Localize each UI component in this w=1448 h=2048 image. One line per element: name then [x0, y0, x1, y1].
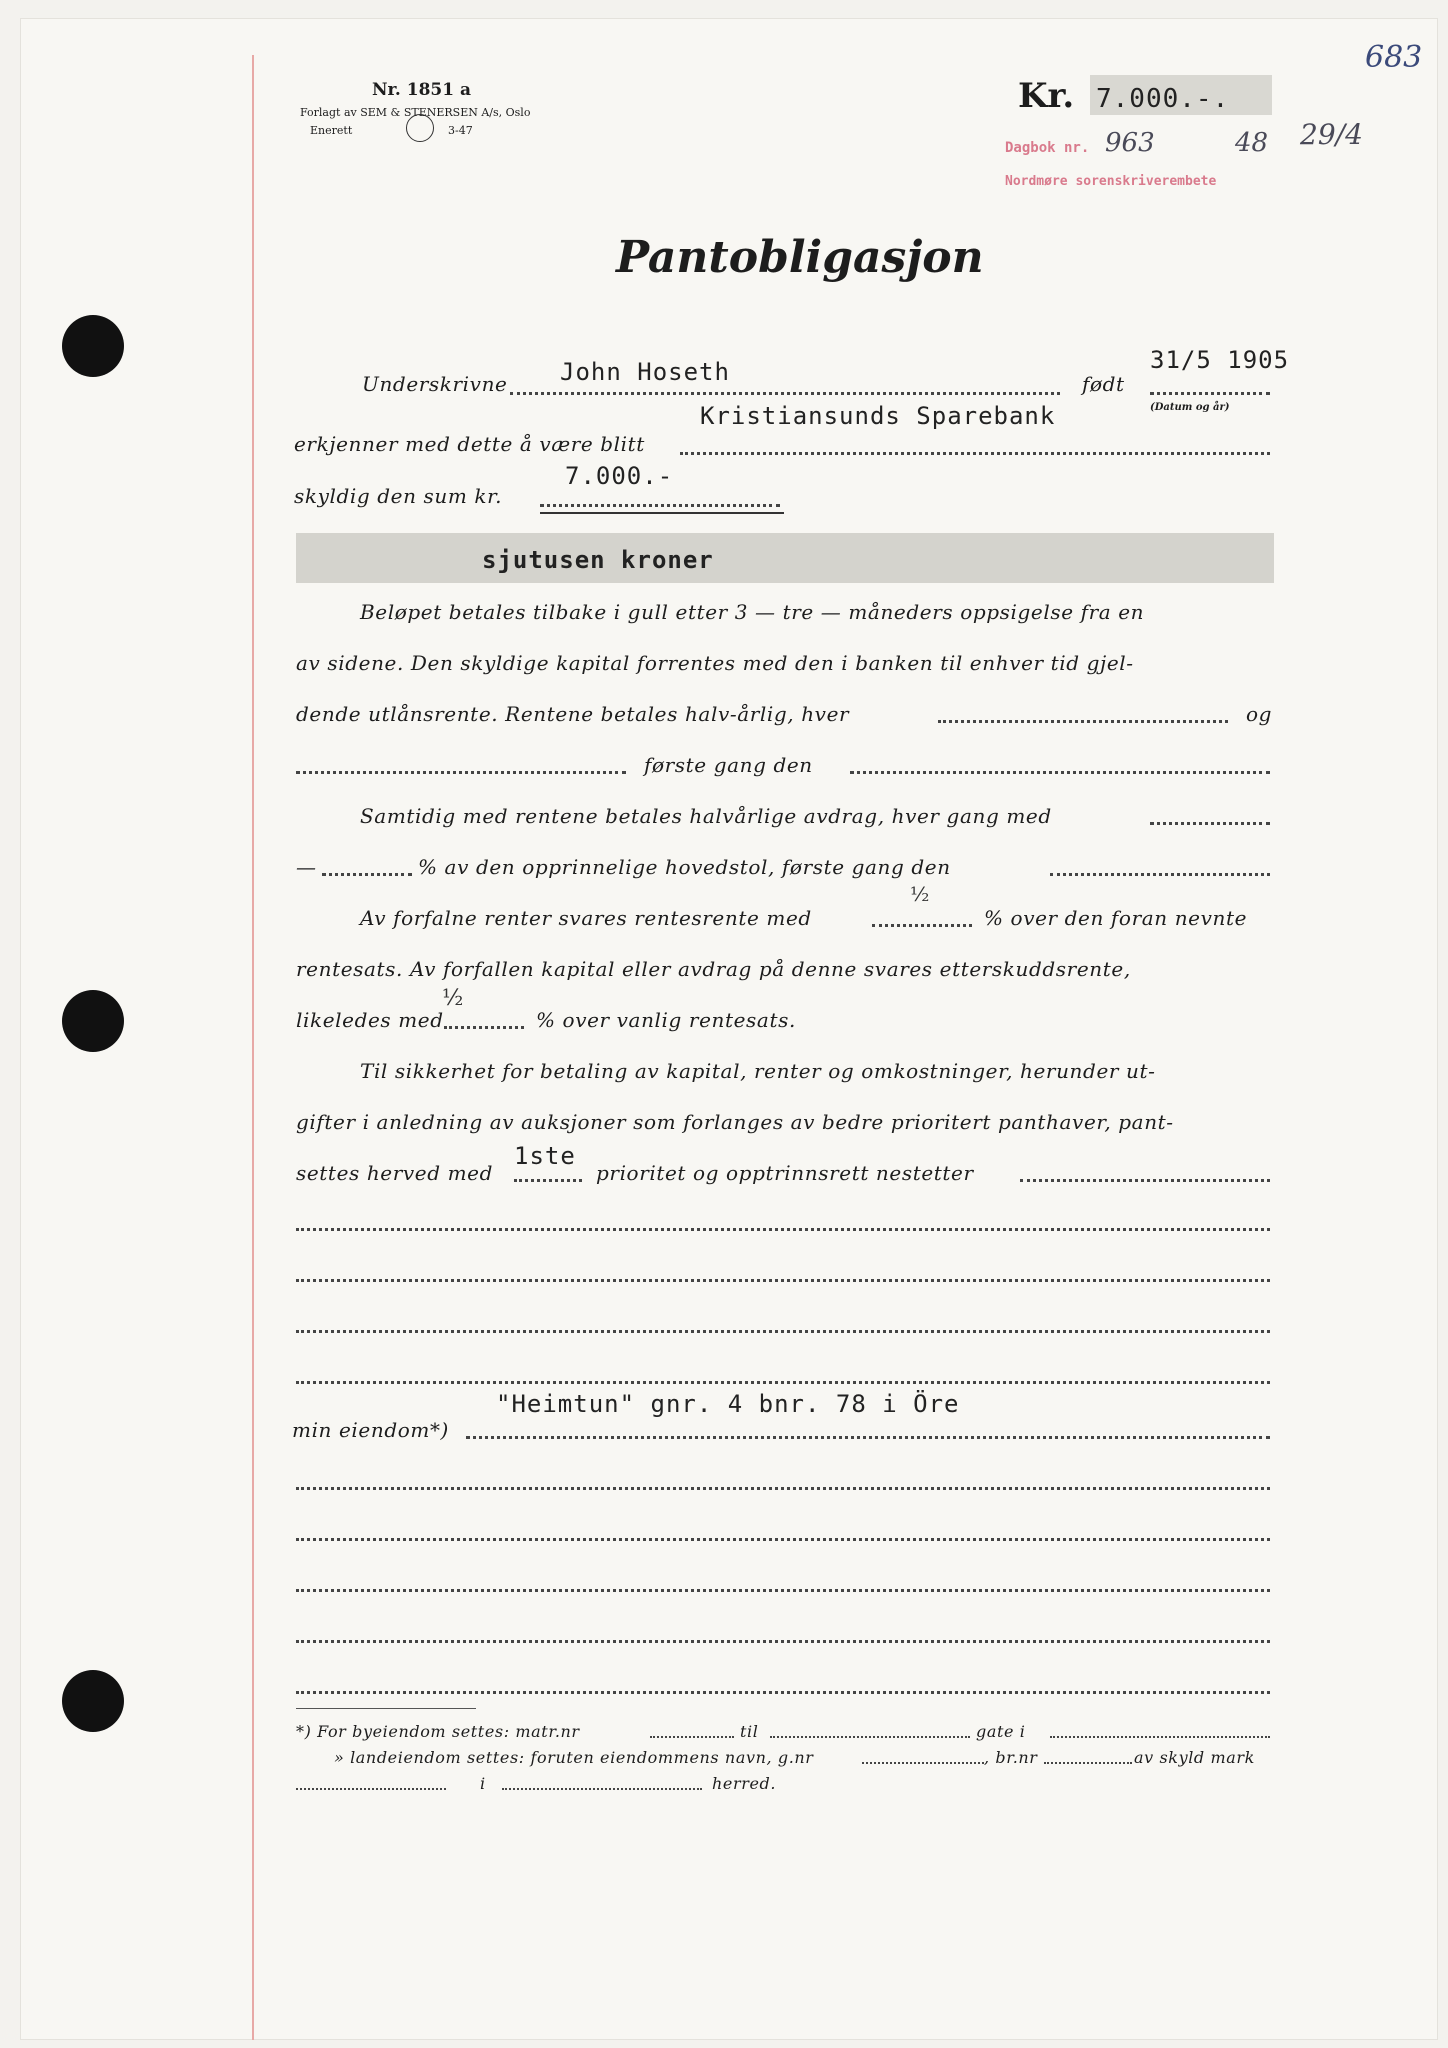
form-edition: Enerett	[310, 124, 353, 137]
form-edition-date: 3-47	[448, 124, 473, 137]
footnote-line-2c: av skyld mark	[1134, 1748, 1255, 1767]
priority-value: 1ste	[514, 1142, 576, 1170]
born-line	[1150, 392, 1270, 395]
amount-underline	[540, 512, 784, 514]
compound-rate-line	[872, 924, 972, 927]
prior-rights-line	[1020, 1179, 1270, 1182]
blank-line-8	[296, 1640, 1270, 1643]
blank-line-4	[296, 1381, 1270, 1384]
undersigned-line	[510, 392, 1060, 395]
body-line-12b: prioritet og opptrinnsrett nestetter	[596, 1161, 974, 1185]
footnote-line-2b: , br.nr	[984, 1748, 1038, 1767]
footnote-herred-line	[502, 1788, 702, 1790]
journal-date: 29/4	[1300, 118, 1363, 151]
blank-line-9	[296, 1691, 1270, 1694]
body-line-8: rentesats. Av forfallen kapital eller avdrag på denne svares etterskuddsrente,	[296, 957, 1131, 981]
interest-interval-line	[938, 720, 1228, 723]
installment-line	[1150, 822, 1270, 825]
punch-hole-top	[62, 315, 124, 377]
late-rate-value: ½	[442, 986, 464, 1011]
installment-percent-line	[322, 873, 412, 876]
journal-number: 963	[1105, 128, 1155, 158]
body-line-10: Til sikkerhet for betaling av kapital, renter og omkostninger, herunder ut-	[360, 1059, 1156, 1083]
priority-line	[514, 1179, 582, 1182]
body-line-3b: og	[1246, 702, 1273, 726]
first-interest-date-line	[850, 771, 1270, 774]
creditor-value: Kristiansunds Sparebank	[700, 402, 1056, 430]
amount-words: sjutusen kroner	[482, 546, 714, 574]
footnote-line-1a: *) For byeiendom settes: matr.nr	[296, 1722, 580, 1741]
late-rate-line	[444, 1026, 524, 1029]
property-line	[466, 1436, 1270, 1439]
document-title: Pantobligasjon	[616, 232, 984, 283]
body-line-9b: % over vanlig rentesats.	[536, 1008, 796, 1032]
form-publisher: Forlagt av SEM & STENERSEN A/s, Oslo	[300, 106, 531, 119]
amount-label: skyldig den sum kr.	[294, 484, 503, 508]
body-line-11: gifter i anledning av auksjoner som forlanges av bedre prioritert panthaver, pant-	[296, 1110, 1174, 1134]
creditor-line	[680, 452, 1270, 455]
kr-label: Kr.	[1018, 76, 1075, 116]
born-hint: (Datum og år)	[1150, 402, 1230, 413]
footnote-line-1c: gate i	[976, 1722, 1026, 1741]
punch-hole-bottom	[62, 1670, 124, 1732]
footnote-gnr-line	[862, 1762, 984, 1764]
footnote-line-1b: til	[740, 1722, 759, 1741]
blank-line-5	[296, 1487, 1270, 1490]
amount-value: 7.000.-	[565, 462, 674, 490]
footnote-mark-line	[296, 1788, 446, 1790]
journal-stamp-label: Dagbok nr.	[1005, 140, 1090, 156]
interest-interval-line-2	[296, 771, 626, 774]
amount-line	[540, 504, 780, 507]
property-value: "Heimtun" gnr. 4 bnr. 78 i Öre	[496, 1390, 960, 1418]
body-line-9a: likeledes med	[296, 1008, 444, 1032]
footnote-line-2a: » landeiendom settes: foruten eiendommens navn, g.nr	[334, 1748, 814, 1767]
undersigned-value: John Hoseth	[560, 358, 730, 386]
journal-year: 48	[1235, 128, 1269, 158]
form-number: Nr. 1851 a	[372, 80, 472, 100]
amount-words-band	[296, 533, 1274, 583]
footnote-til-line	[770, 1736, 970, 1738]
blank-line-7	[296, 1589, 1270, 1592]
born-label: født	[1082, 372, 1125, 396]
blank-line-3	[296, 1330, 1270, 1333]
property-label: min eiendom*)	[292, 1418, 449, 1442]
footnote-line-3a: i	[480, 1774, 486, 1793]
footnote-gate-line	[1050, 1736, 1270, 1738]
court-stamp: Nordmøre sorenskriverembete	[1005, 174, 1217, 189]
body-line-6b: % av den opprinnelige hovedstol, første gang den	[418, 855, 951, 879]
body-line-5: Samtidig med rentene betales halvårlige avdrag, hver gang med	[360, 804, 1052, 828]
footnote-line-3b: herred.	[712, 1774, 777, 1793]
body-line-12a: settes herved med	[296, 1161, 494, 1185]
body-line-4: første gang den	[644, 753, 813, 777]
born-value: 31/5 1905	[1150, 346, 1290, 374]
body-line-7b: % over den foran nevnte	[984, 906, 1248, 930]
body-line-6a: —	[296, 855, 317, 879]
first-installment-date-line	[1050, 873, 1270, 876]
publisher-logo	[406, 114, 434, 142]
margin-rule	[252, 55, 254, 2040]
blank-line-6	[296, 1538, 1270, 1541]
body-line-7a: Av forfalne renter svares rentesrente med	[360, 906, 812, 930]
blank-line-1	[296, 1228, 1270, 1231]
creditor-label: erkjenner med dette å være blitt	[294, 432, 645, 456]
footnote-rule	[296, 1708, 476, 1709]
footnote-brnr-line	[1044, 1762, 1132, 1764]
footnote-matrnr-line	[650, 1736, 734, 1738]
body-line-2: av sidene. Den skyldige kapital forrentes med den i banken til enhver tid gjel-	[296, 651, 1134, 675]
punch-hole-middle	[62, 990, 124, 1052]
undersigned-label: Underskrivne	[362, 372, 508, 396]
body-line-1: Beløpet betales tilbake i gull etter 3 — tre — måneders oppsigelse fra en	[360, 600, 1145, 624]
page-number: 683	[1365, 40, 1423, 75]
compound-rate-value: ½	[910, 882, 930, 906]
kr-value: 7.000.-.	[1096, 84, 1230, 114]
blank-line-2	[296, 1279, 1270, 1282]
body-line-3a: dende utlånsrente. Rentene betales halv-årlig, hver	[296, 702, 850, 726]
